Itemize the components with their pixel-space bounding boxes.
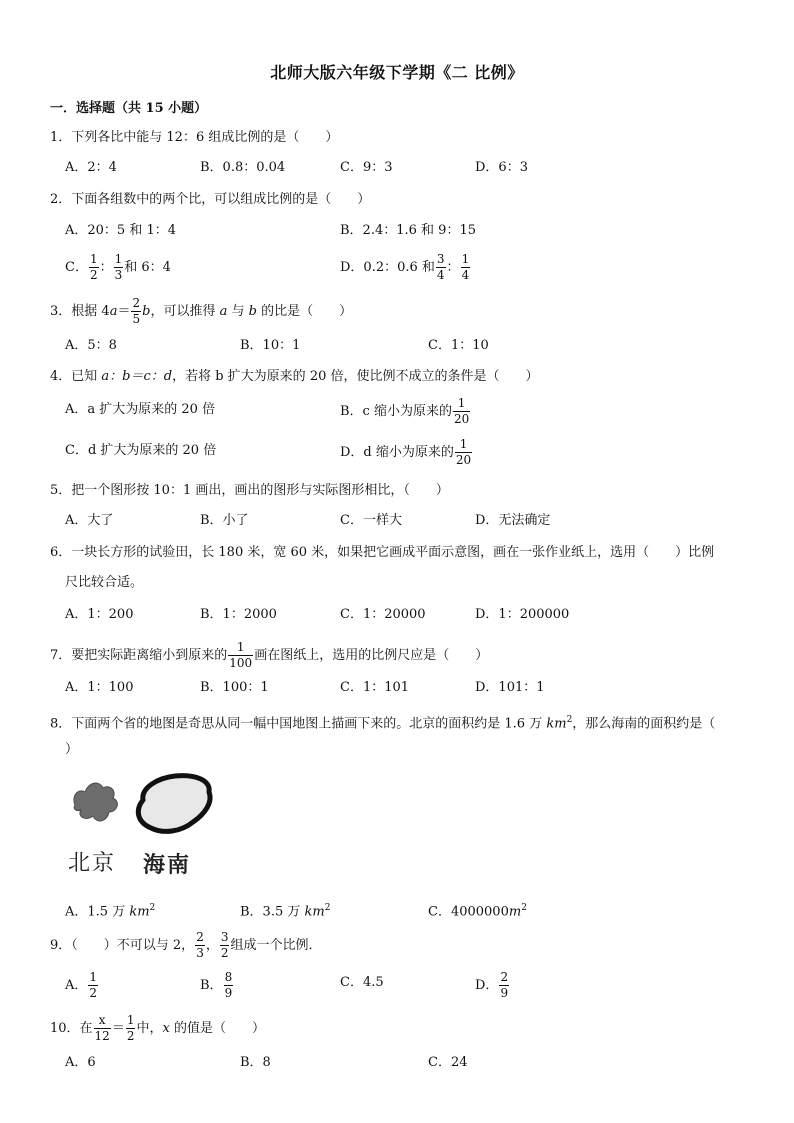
- q8-option-c: C．$4000000m^2$: [428, 903, 527, 920]
- label-hainan: 海南: [143, 853, 192, 878]
- hainan-map-shape: [138, 776, 210, 832]
- q3-option-a: A．5：8: [65, 338, 117, 353]
- q6-stem-line2: 尺比较合适。: [65, 575, 144, 590]
- q7-option-b: B．100：1: [200, 680, 269, 695]
- q6-option-b: B．1：2000: [200, 607, 277, 622]
- q9-option-a: A． $\frac{1}{2}$: [65, 970, 98, 1000]
- fraction: $\frac{8}{9}$: [224, 970, 233, 1000]
- q2-stem: 2．下面各组数中的两个比，可以组成比例的是（ ）: [50, 192, 371, 207]
- q1-stem: 1．下列各比中能与 12：6 组成比例的是（ ）: [50, 130, 339, 145]
- q7-option-c: C．1：101: [340, 680, 410, 695]
- q10-option-c: C．24: [428, 1055, 468, 1070]
- fraction: $\frac{1}{20}$: [453, 396, 470, 426]
- fraction: $\frac{x}{12}$: [94, 1013, 110, 1043]
- fraction: $\frac{1}{2}$: [89, 970, 98, 1000]
- fraction: $\frac{3}{4}$: [436, 252, 445, 282]
- q4-option-a: A．a 扩大为原来的 20 倍: [65, 402, 216, 417]
- q4-option-b: B．c 缩小为原来的 $\frac{1}{20}$: [340, 396, 470, 426]
- q5-option-d: D．无法确定: [475, 513, 551, 528]
- province-maps-image: [65, 770, 215, 880]
- q8-stem-line2: ）: [65, 742, 79, 757]
- q10-option-b: B．8: [240, 1055, 271, 1070]
- q6-option-a: A．1：200: [65, 607, 134, 622]
- q6-stem-line1: 6．一块长方形的试验田，长 180 米，宽 60 米，如果把它画成平面示意图，画在一张作业纸上，选用（ ）比例: [50, 545, 715, 560]
- fraction: $\frac{1}{100}$: [229, 640, 253, 670]
- q2-option-b: B．2.4：1.6 和 9：15: [340, 223, 476, 238]
- q9-option-b: B． $\frac{8}{9}$: [200, 970, 233, 1000]
- q2-option-d: D．0.2：0.6 和 $\frac{3}{4}$ ： $\frac{1}{4}$: [340, 252, 470, 282]
- q3-option-c: C．1：10: [428, 338, 489, 353]
- q3-option-b: B．10：1: [240, 338, 301, 353]
- fraction: $\frac{2}{9}$: [500, 970, 509, 1000]
- q1-option-a: A．2：4: [65, 160, 117, 175]
- q8-option-a: A．1.5 万 $km^2$: [65, 903, 156, 920]
- q7-option-a: A．1：100: [65, 680, 134, 695]
- q1-option-d: D．6：3: [475, 160, 528, 175]
- fraction: $\frac{1}{20}$: [455, 437, 472, 467]
- q9-option-c: C．4.5: [340, 975, 384, 990]
- fraction: $\frac{2}{5}$: [132, 296, 141, 326]
- q5-option-b: B．小了: [200, 513, 249, 528]
- q4-option-d: D．d 缩小为原来的 $\frac{1}{20}$: [340, 437, 472, 467]
- q10-stem: 10．在 $\frac{x}{12}$ ＝ $\frac{1}{2}$ 中，x 的值是（ ）: [50, 1013, 265, 1043]
- q9-stem: 9．（ ）不可以与 2， $\frac{2}{3}$ ， $\frac{3}{2}$ 组成一个比例．: [50, 930, 322, 960]
- q2-option-a: A．20：5 和 1：4: [65, 223, 177, 238]
- fraction: $\frac{1}{4}$: [461, 252, 470, 282]
- q8-option-b: B．3.5 万 $km^2$: [240, 903, 331, 920]
- fraction: $\frac{1}{2}$: [89, 252, 98, 282]
- label-beijing: 北京: [68, 851, 117, 876]
- q5-stem: 5．把一个图形按 10：1 画出，画出的图形与实际图形相比，（ ）: [50, 483, 449, 498]
- q9-option-d: D． $\frac{2}{9}$: [475, 970, 509, 1000]
- q4-option-c: C．d 扩大为原来的 20 倍: [65, 443, 217, 458]
- q5-option-a: A．大了: [65, 513, 114, 528]
- q3-stem: 3．根据 4a＝ $\frac{2}{5}$ b，可以推得 a 与 b 的比是（ ）: [50, 296, 353, 326]
- q8-stem-line1: 8．下面两个省的地图是奇思从同一幅中国地图上描画下来的。北京的面积约是 1.6 万 $km^2$，那么海南的面积约是（: [50, 715, 716, 732]
- fraction: $\frac{1}{2}$: [126, 1013, 135, 1043]
- province-shapes: [65, 770, 215, 840]
- q6-option-d: D．1：200000: [475, 607, 570, 622]
- q7-stem: 7．要把实际距离缩小到原来的 $\frac{1}{100}$ 画在图纸上，选用的比例尺应是（ ）: [50, 640, 489, 670]
- beijing-map-shape: [74, 783, 117, 821]
- q10-option-a: A．6: [65, 1055, 96, 1070]
- fraction: $\frac{3}{2}$: [220, 930, 229, 960]
- fraction: $\frac{1}{3}$: [114, 252, 123, 282]
- fraction: $\frac{2}{3}$: [196, 930, 204, 960]
- q2-option-c: C． $\frac{1}{2}$ ： $\frac{1}{3}$ 和 6：4: [65, 252, 171, 282]
- q6-option-c: C．1：20000: [340, 607, 426, 622]
- q1-option-c: C．9：3: [340, 160, 393, 175]
- q7-option-d: D．101：1: [475, 680, 545, 695]
- q1-option-b: B．0.8：0.04: [200, 160, 286, 175]
- page-title: 北师大版六年级下学期《二 比例》: [270, 63, 524, 82]
- section-heading: 一．选择题（共 15 小题）: [50, 101, 208, 116]
- q4-stem: 4．已知 a：b＝c：d，若将 b 扩大为原来的 20 倍，使比例不成立的条件是（ ）: [50, 369, 539, 384]
- q5-option-c: C．一样大: [340, 513, 402, 528]
